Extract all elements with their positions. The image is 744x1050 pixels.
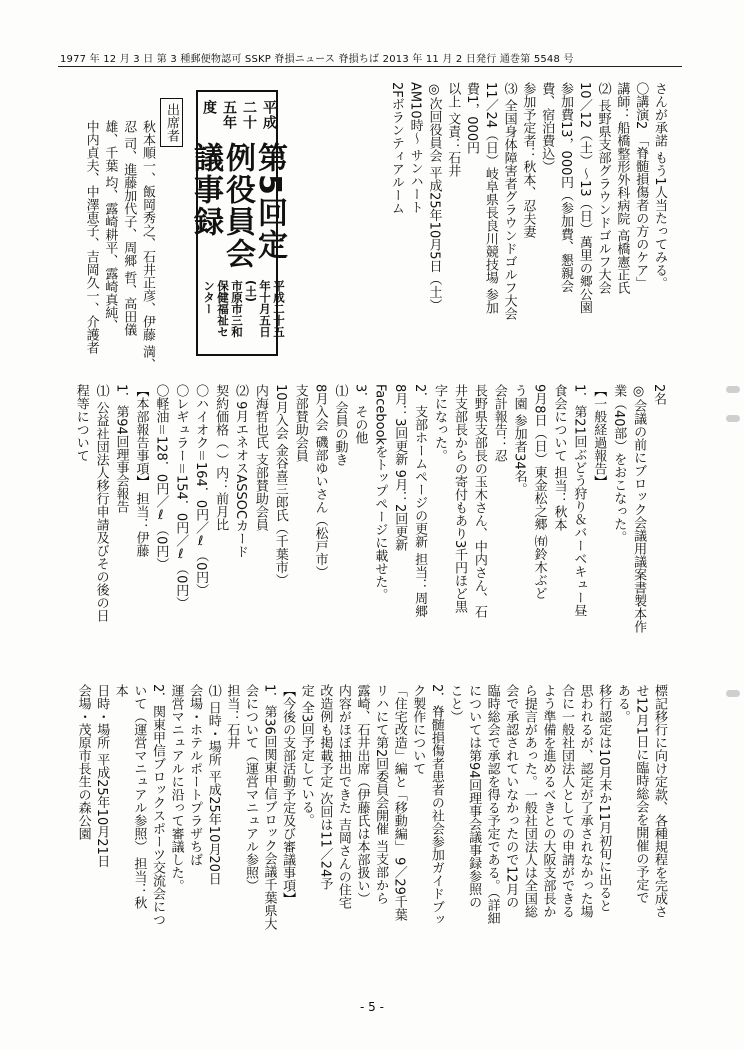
line: 会場・茂原市長生の森公園 — [75, 684, 91, 840]
line: 雄、千葉 均、露崎耕平、露崎真純、 — [102, 120, 118, 333]
line: 費、宿泊費込） — [539, 82, 555, 173]
line: いて（運営マニュアル参照） 担当：秋 — [131, 684, 147, 910]
title-year: 平成二十五年度 — [201, 100, 277, 130]
line: 参加予定者：秋本、忍夫妻 — [520, 82, 536, 238]
attendees-label: 出席者 — [160, 98, 183, 147]
line: 講師：船橋整形外科病院 高橋憲正氏 — [614, 82, 630, 295]
line: 9月8日（日）東金松之郷 ㈲鈴木ぶど — [531, 384, 547, 600]
line: 標記移行に向け定款、各種規程を完成さ — [652, 684, 667, 918]
line: 3．その他 — [352, 384, 368, 445]
line: ⑶ 全国身体障害者グラウンドゴルフ大会 — [501, 82, 517, 321]
line: 11／24（日）岐阜県長良川競技場 参加 — [482, 82, 498, 315]
attendees-column — [70, 120, 156, 380]
line: 2Fボランティアルーム — [388, 82, 404, 215]
line: 2．脊髄損傷者患者の社会参加ガイドブッ — [428, 684, 444, 927]
line: ら提言があった。一般社団法人は全国総 — [521, 684, 537, 918]
line: 以上 文責：石井 — [445, 82, 461, 178]
line: ◎次回役員会 平成25年10月5日（土） — [426, 82, 442, 312]
line: 字になった。 — [432, 384, 448, 462]
line: 2名 — [651, 384, 666, 406]
line: 〇レギュラー＝154．0円／ℓ（0円） — [173, 384, 189, 610]
line: 改造例も掲載予定 次回は11／24予 — [317, 684, 333, 891]
line: ⑴ 会員の動き — [332, 384, 348, 467]
line: 日時・場所 平成25年10月21日 — [94, 684, 110, 868]
upper-right-column — [368, 82, 668, 372]
line: ク製作について — [410, 684, 426, 775]
line: 〇ハイオク＝164．0円／ℓ（0円） — [193, 384, 209, 597]
lower-column — [70, 684, 668, 964]
line: ⑴ 公益社団法人移行申請及びその後の日 — [93, 384, 109, 623]
line: 2．関東甲信ブロックスポーツ交流会につ — [149, 684, 165, 927]
line: 1．第36回関東甲信ブロック会議千葉県大 — [261, 684, 277, 930]
line: さんが承諾 もう1人当たってみる。 — [652, 82, 667, 290]
line: AM10時～ サンハート — [407, 82, 423, 214]
line: 臨時総会で承認を得る予定である。（詳細 — [484, 684, 500, 925]
line: 【本部報告事項】 担当：伊藤 — [133, 384, 149, 558]
line: 会で承認されていなかったので12月の — [503, 684, 519, 909]
line: 契約価格（ ）内：前月比 — [213, 384, 229, 532]
line: 8月：3回更新 9月：2回更新 — [392, 384, 408, 552]
meeting-venue: 市原市三和保健福祉センター — [202, 279, 244, 338]
line: ⑴ 日時・場所 平成25年10月20日 — [205, 684, 221, 885]
line: 移行認定は10月末か11月初旬に出ると — [596, 684, 612, 913]
binder-hole-mark — [726, 690, 740, 697]
line: リハにて第2回委員会開催 当支部から — [373, 684, 389, 905]
line: 程等について — [73, 384, 89, 462]
line: 内海哲也氏 支部賛助会員 — [252, 384, 268, 532]
line: については第94回理事会議事録参照の — [466, 684, 482, 909]
page-number: - 5 - — [360, 1000, 384, 1014]
line: ⑵ 9月エネオスASSOCカード — [232, 384, 248, 559]
line: 〇軽油＝128．0円／ℓ（0円） — [153, 384, 169, 571]
line: 1．第21回ぶどう狩り＆バーベキュー昼 — [571, 384, 587, 617]
meeting-date-venue — [202, 280, 286, 346]
line: 10／12（土）～13（日）萬里の郷公園 — [576, 82, 592, 314]
line: 業（40部）をおこなった。 — [611, 384, 627, 544]
line: 会計報告：忍 — [491, 384, 507, 462]
line: 井支部長からの寄付もあり3千円ほど黒 — [451, 384, 467, 614]
line: 「住宅改造」編と「移動編」 9／29千葉 — [391, 684, 407, 921]
line: ◎会議の前にブロック会議用議案書製本作 — [631, 384, 647, 633]
line: 思われるが、認定が了承されなかった場 — [577, 684, 593, 918]
line: 〇講演2 「脊髄損傷者の方のケア」 — [633, 82, 649, 290]
meeting-date: 平成二十五年十月五日(土) — [244, 279, 286, 338]
line: Facebookをトップページに載せた。 — [372, 384, 388, 602]
middle-column — [70, 384, 668, 674]
line: 長野県支部長の玉木さん、中内さん、石 — [471, 384, 487, 618]
line: う園 参加者34名。 — [511, 384, 527, 496]
line: ある。 — [614, 684, 630, 723]
line: 定 全3回予定している。 — [298, 684, 314, 827]
title-box — [188, 90, 287, 356]
line: 合に一般社団法人としての申請ができる — [559, 684, 575, 918]
line: 会について（運営マニュアル参照） — [242, 684, 258, 892]
line: こと） — [447, 684, 463, 723]
line: 【一般経過報告】 — [591, 384, 607, 488]
line: せ12月1日に臨時総会を開催の予定で — [633, 684, 649, 904]
line: 露崎、石井出席（伊藤氏は本部扱い） — [354, 684, 370, 905]
line: 10月入会 金谷喜三郎氏（千葉市） — [272, 384, 288, 587]
line: 忍 司、進藤加代子、周郷 哲、高田儀 — [121, 120, 137, 337]
line: 秋本順一、飯岡秀之、石井正彦、伊藤 満、 — [140, 120, 155, 372]
binder-hole-mark — [726, 415, 740, 422]
line: ⑵ 長野県支部グラウンドゴルフ大会 — [595, 82, 611, 295]
line: 食会について 担当：秋本 — [551, 384, 567, 532]
line: 1．第94回理事会報告 — [113, 384, 129, 513]
line: 8月入会 磯部ゆいさん（松戸市） — [312, 384, 328, 579]
line: 支部賛助会員 — [292, 384, 308, 462]
line: よう準備を進めるべきとの大阪支部長か — [540, 684, 556, 918]
header-rule — [58, 66, 682, 67]
line: 【今後の支部活動予定及び審議事項】 — [280, 684, 296, 905]
line: 2．支部ホームページの更新 担当：周郷 — [412, 384, 428, 618]
line: 運営マニュアルに沿って審議した。 — [168, 684, 184, 892]
line: 会場・ホテルポートプラザちば — [187, 684, 203, 866]
line: 内容がほぼ抽出できた 吉岡さんの住宅 — [335, 684, 351, 910]
line: 本 — [112, 684, 128, 697]
page-title: 第5回定例役員会議事録 — [188, 142, 287, 271]
line: 費1，000円 — [464, 82, 480, 155]
binder-hole-mark — [726, 386, 740, 393]
line: 担当：石井 — [224, 684, 240, 749]
line: 中内貞夫、中澤恵子、吉岡久一、介護者 — [83, 120, 99, 354]
page-header: 1977 年 12 月 3 日 第 3 種郵便物認可 SSKP 脊損ニュース 脊損ちば 2013 年 11 月 2 日発行 通巻第 5548 号 — [60, 54, 574, 65]
line: 参加費13，000円（参加費、懇親会 — [558, 82, 574, 293]
